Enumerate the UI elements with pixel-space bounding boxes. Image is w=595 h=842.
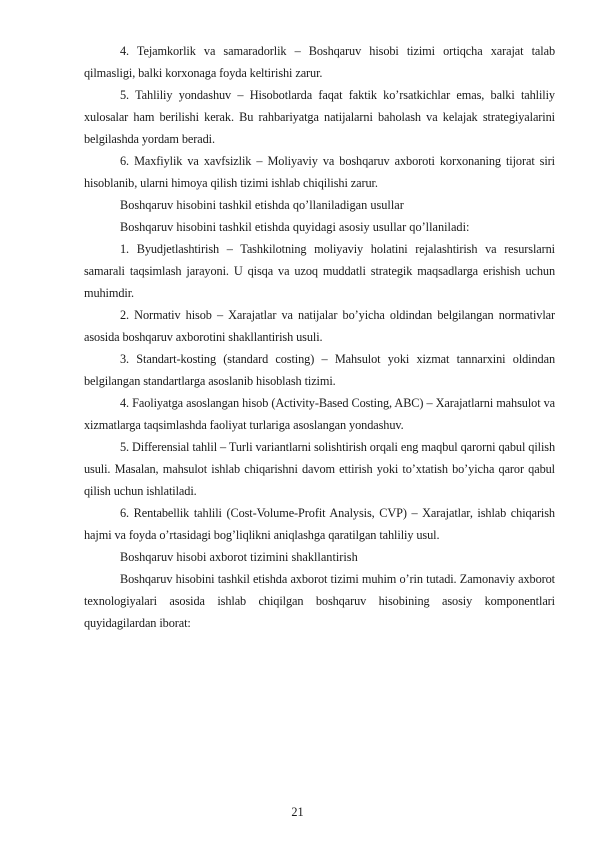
list-item-normativ-hisob: 2. Normativ hisob – Xarajatlar va natijalar bo’yicha oldindan belgilangan normativlar asosida boshqaruv axborotini shakllantirish usuli. bbox=[84, 308, 555, 344]
list-item-byudjetlashtirish: 1. Byudjetlashtirish – Tashkilotning moliyaviy holatini rejalashtirish va resurslarni samarali taqsimlash jarayoni. U qisqa va uzoq muddatli strategik maqsadlarga erishish uchun muhimdir. bbox=[84, 242, 555, 300]
section-heading-axborot-tizimi: Boshqaruv hisobi axborot tizimini shakllantirish bbox=[120, 550, 358, 564]
list-item-rentabellik-tahlili: 6. Rentabellik tahlili (Cost-Volume-Profit Analysis, CVP) – Xarajatlar, ishlab chiqarish hajmi va foyda o’rtasidagi bog’liqlikni aniqlashga qaratilgan tahliliy usul. bbox=[84, 506, 555, 542]
paragraph-tejamkorlik: 4. Tejamkorlik va samaradorlik – Boshqaruv hisobi tizimi ortiqcha xarajat talab qilmasligi, balki korxonaga foyda keltirishi zarur. bbox=[84, 44, 555, 80]
intro-line-usullar: Boshqaruv hisobini tashkil etishda quyidagi asosiy usullar qo’llaniladi: bbox=[120, 220, 470, 234]
document-page bbox=[84, 40, 555, 634]
list-item-standart-kosting: 3. Standart-kosting (standard costing) – Mahsulot yoki xizmat tannarxini oldindan belgilangan standartlarga asoslanib hisoblash tizimi. bbox=[84, 352, 555, 388]
list-item-abc: 4. Faoliyatga asoslangan hisob (Activity-Based Costing, ABC) – Xarajatlarni mahsulot va xizmatlarga taqsimlashda faoliyat turlariga asoslangan yondashuv. bbox=[84, 396, 555, 432]
list-item-differensial-tahlil: 5. Differensial tahlil – Turli variantlarni solishtirish orqali eng maqbul qarorni qabul qilish usuli. Masalan, mahsulot ishlab chiqarishni davom ettirish yoki to’xtatish bo’yicha qaror qabul qilish uchun ishlatiladi. bbox=[84, 440, 555, 498]
section-heading-usullar: Boshqaruv hisobini tashkil etishda qo’llaniladigan usullar bbox=[120, 198, 404, 212]
page-number: 21 bbox=[291, 805, 304, 819]
paragraph-maxfiylik: 6. Maxfiylik va xavfsizlik – Moliyaviy va boshqaruv axboroti korxonaning tijorat siri hisoblanib, ularni himoya qilish tizimi ishlab chiqilishi zarur. bbox=[84, 154, 555, 190]
paragraph-axborot-tizimi: Boshqaruv hisobini tashkil etishda axborot tizimi muhim o’rin tutadi. Zamonaviy axborot texnologiyalari asosida ishlab chiqilgan boshqaruv hisobining asosiy komponentlari quyidagilardan iborat: bbox=[84, 572, 555, 630]
paragraph-tahliliy-yondashuv: 5. Tahliliy yondashuv – Hisobotlarda faqat faktik ko’rsatkichlar emas, balki tahliliy xulosalar ham berilishi kerak. Bu rahbariyatga natijalarni baholash va kelajak strategiyalarini belgilashda yordam beradi. bbox=[84, 88, 555, 146]
